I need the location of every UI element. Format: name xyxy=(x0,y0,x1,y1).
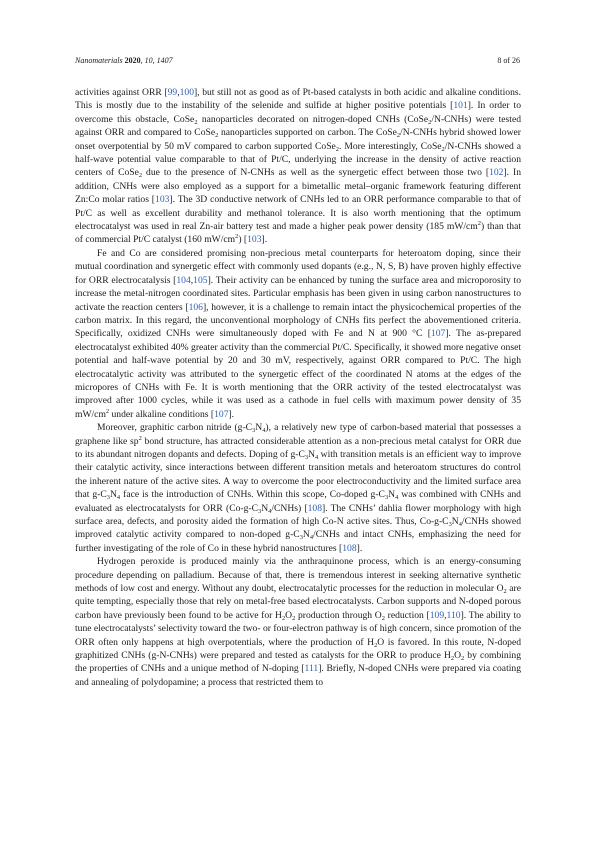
paragraph-text: reduction [ xyxy=(384,609,430,621)
paragraph-text: O is favored. In this route, N-doped graphitized CNHs (g-N-CNHs) were prepared and tested as catalysts for the ORR to produce H xyxy=(75,636,522,662)
citation-link[interactable]: 103 xyxy=(247,234,262,246)
paragraph-text: , xyxy=(190,274,194,286)
citation-link[interactable]: 110 xyxy=(446,609,461,621)
paragraph-text: Moreover, graphitic carbon nitride (g-C xyxy=(97,422,253,434)
paragraph-text: . More interestingly, CoSe xyxy=(339,140,442,152)
subscript: 3 xyxy=(448,521,452,528)
paragraph-text: ]. The CNHs’ dahlia flower morphology with high surface area, defects, and porosity aided the formation of high Co-N active sites. Thus, Co-g-C xyxy=(75,502,522,527)
paragraph-text: N xyxy=(109,489,117,501)
paragraph-text: ]. In order to overcome this obstacle, CoSe xyxy=(75,100,522,125)
paragraph-text: nanoparticles supported on carbon. The CoSe xyxy=(218,127,397,139)
subscript: 4 xyxy=(309,534,314,542)
paragraph-text: O xyxy=(285,609,293,621)
paragraph-text: ]. The 3D conductive network of CNHs led to an ORR performance comparable to that of Pt/C as well as excellent durability and methanol tolerance. It is also worth mentioning that the optimum electrocatalyst was used in real Zn-air battery test and made a higher peak power density (185 mW/cm xyxy=(75,194,521,233)
subscript: 4 xyxy=(268,507,272,515)
superscript: 2 xyxy=(105,407,110,415)
paragraph-text: ), a relatively new type of carbon-based material that possesses a graphene like sp xyxy=(75,422,521,447)
citation-link[interactable]: 107 xyxy=(430,328,446,340)
paragraph-text: ], but still not as good as of Pt-based catalysts in both acidic and alkaline conditions. This is mostly due to the instability of the selenide and sulfide at higher positive potentials [ xyxy=(75,87,521,112)
paragraph-text: was combined with CNHs and evaluated as electrocatalysts for ORR (Co-g-C xyxy=(75,489,521,514)
citation-link[interactable]: 109 xyxy=(429,609,445,621)
paragraph-text: /CNHs and intact CNHs, emphasizing the need for further investigating of the role of Co in these hybrid nanostructures [ xyxy=(75,529,521,554)
citation-link[interactable]: 107 xyxy=(214,408,229,420)
subscript: 2 xyxy=(461,655,465,663)
paragraph-text: , xyxy=(177,87,180,98)
subscript: 3 xyxy=(384,494,389,502)
superscript: 2 xyxy=(477,220,481,228)
paragraph-text: activities against ORR [ xyxy=(75,87,168,98)
citation-link[interactable]: 111 xyxy=(304,663,319,675)
subscript: 4 xyxy=(315,453,319,461)
citation-link[interactable]: 108 xyxy=(307,502,323,514)
paragraph-text: are quite tempting, especially those that rely on metal-free based electrocatalysts. Carbon supports and N-doped porous carbon have previously been found to be active for H xyxy=(75,583,521,621)
superscript: 2 xyxy=(235,233,239,241)
subscript: 2 xyxy=(281,614,286,622)
paragraph-text: N xyxy=(451,516,459,527)
citation-link[interactable]: 103 xyxy=(155,194,170,206)
body-paragraph xyxy=(75,555,521,689)
paragraph-text: O xyxy=(454,650,462,662)
citation-link[interactable]: 108 xyxy=(342,542,357,554)
citation-link[interactable]: 105 xyxy=(193,274,208,286)
paragraph-text: bond structure, has attracted considerable attention as a non-precious metal catalyst for ORR due to its abundant nitrogen dopants and defects. Doping of g-C xyxy=(75,435,521,460)
subscript: 3 xyxy=(299,534,303,542)
subscript: 4 xyxy=(116,494,121,502)
subscript: 2 xyxy=(335,145,339,153)
paragraph-text: due to the presence of N-CNHs as well as the synergetic effect between those two [ xyxy=(142,167,490,179)
journal-year: 2020 xyxy=(124,56,141,65)
paragraph-text: /CNHs showed improved catalytic activity compared to non-doped g-C xyxy=(75,516,521,541)
subscript: 2 xyxy=(374,641,378,649)
body-paragraph xyxy=(75,86,521,247)
article-number: 1407 xyxy=(156,56,173,65)
article-body xyxy=(75,86,521,689)
paragraph-text: production through O xyxy=(295,609,382,621)
subscript: 4 xyxy=(262,427,266,435)
paragraph-text: N xyxy=(302,529,310,541)
paragraph-text: N xyxy=(388,489,396,501)
citation-link[interactable]: 102 xyxy=(489,167,504,179)
subscript: 2 xyxy=(381,614,385,622)
paragraph-text: Hydrogen peroxide is produced mainly via the anthraquinone process, which is an energy-consuming procedure depending on palladium. Because of that, there is tremendous interest in seeking alternative synthetic methods of low cost and energy. Without any doubt, electrocatalytic processes for the reduction in molecular O xyxy=(75,556,521,595)
subscript: 2 xyxy=(215,132,219,140)
paragraph-text: by combining the properties of CNHs and a unique method of N-doping [ xyxy=(75,650,521,675)
paragraph-text: ]. Their activity can be enhanced by tuning the surface area and microporosity to increase the metal-nitrogen coordinated sites. Particular emphasis has been given in using carbon nanostructures to activate the reaction centers [ xyxy=(75,274,521,313)
paragraph-text: ]. The as-prepared electrocatalyst exhibited 40% greater activity than the commercial Pt/C. Specifically, it showed more negative onset potential and half-wave potential by 20 and 30 mV, respectively, against ORR compared to Pt/C. The high electrocatalytic activity was attributed to the synergetic effect of the coordinated N atoms at the edges of the micropores of CNHs with Fe. It is worth mentioning that the ORR activity of the tested electrocatalyst was improved after 1000 cycles, while it was used as a cathode in fuel cells with maximum power density of 35 mW/cm xyxy=(75,328,521,420)
subscript: 3 xyxy=(257,507,262,515)
subscript: 2 xyxy=(450,655,455,663)
paragraph-text: ]. The ability to tune electrocatalysts’ selectivity toward the two- or four-electron pathway is of high concern, since promotion of the ORR often only happens at high overpotentials, where the production of H xyxy=(75,609,521,648)
paragraph-text: ]. xyxy=(228,408,235,420)
subscript: 2 xyxy=(428,118,432,126)
paragraph-text: , xyxy=(444,609,447,621)
subscript: 2 xyxy=(441,145,445,153)
citation-link[interactable]: 99 xyxy=(167,87,178,98)
citation-link[interactable]: 104 xyxy=(176,274,191,286)
paragraph-text: N xyxy=(308,448,316,460)
paragraph-text: nanoparticles decorated on nitrogen-doped CNHs (CoSe xyxy=(197,113,429,125)
journal-reference: Nanomaterials 2020, 10, 1407 xyxy=(75,56,173,65)
subscript: 4 xyxy=(458,521,462,528)
paragraph-text: /N-CNHs) were tested against ORR and compared to CoSe xyxy=(75,113,522,139)
paragraph-text: ) [ xyxy=(238,234,248,246)
body-paragraph xyxy=(75,421,521,555)
subscript: 3 xyxy=(106,494,110,502)
citation-link[interactable]: 100 xyxy=(179,87,194,98)
paragraph-text: ]. Briefly, N-doped CNHs were prepared via coating and annealing of polydopamine; a process that restricted them to xyxy=(75,663,521,688)
body-paragraph xyxy=(75,247,521,421)
journal-name: Nanomaterials xyxy=(75,56,123,65)
subscript: 3 xyxy=(252,427,256,435)
paragraph-text: with transition metals is an efficient way to improve their catalytic activity, since interactions between different transition metals and heteroatom structures do control the inherent nature of the active sites. A way to overcome the poor electroconductivity and the limited surface area that g-C xyxy=(75,448,521,501)
page-number: 8 of 26 xyxy=(497,56,520,65)
subscript: 3 xyxy=(304,453,309,461)
subscript: 2 xyxy=(503,588,507,596)
subscript: 2 xyxy=(292,614,296,622)
paragraph-text: face is the introduction of CNHs. Within this scope, Co-doped g-C xyxy=(120,489,385,501)
paragraph-text: ]. xyxy=(261,234,268,246)
paragraph-text: Fe and Co are considered promising non-precious metal counterparts for heteroatom doping, since their mutual coordination and synergetic effect with commonly used dopants (e.g., N, S, B) have proven highly effective for ORR electrocatalysis [ xyxy=(75,247,521,286)
paragraph-text: /N-CNHs hybrid showed lower onset overpotential by 50 mV compared to carbon supported CoSe xyxy=(75,127,521,152)
journal-volume: 10 xyxy=(144,56,153,65)
paragraph-text: /CNHs) [ xyxy=(271,502,308,514)
paragraph-text: /N-CNHs showed a half-wave potential value comparable to that of Pt/C, underlying the increase in the density of active reaction centers of CoSe xyxy=(75,140,521,179)
paragraph-text: ) than that of commercial Pt/C catalyst (160 mW/cm xyxy=(75,221,521,246)
subscript: 2 xyxy=(138,172,143,180)
paragraph-text: ]. In addition, CNHs were also employed as a support for a bimetallic metal–organic framework featuring different Zn:Co molar ratios [ xyxy=(75,167,521,206)
citation-link[interactable]: 101 xyxy=(453,100,468,112)
paragraph-text: under alkaline conditions [ xyxy=(109,408,215,420)
subscript: 2 xyxy=(396,132,401,140)
paragraph-text: ]. xyxy=(356,542,363,554)
subscript: 2 xyxy=(194,118,198,126)
subscript: 4 xyxy=(395,494,399,502)
paragraph-text: N xyxy=(261,502,269,514)
paragraph-text: ], however, it is a challenge to remain intact the physicochemical properties of the carbon matrix. In this regard, the unconventional morphology of CNHs fits perfect the abovementioned criteria. Specifically, oxidized CNHs were simultaneously doped with Fe and N at 900 °C [ xyxy=(75,301,521,340)
citation-link[interactable]: 106 xyxy=(188,301,203,313)
superscript: 2 xyxy=(138,434,142,442)
paragraph-text: N xyxy=(255,422,263,434)
